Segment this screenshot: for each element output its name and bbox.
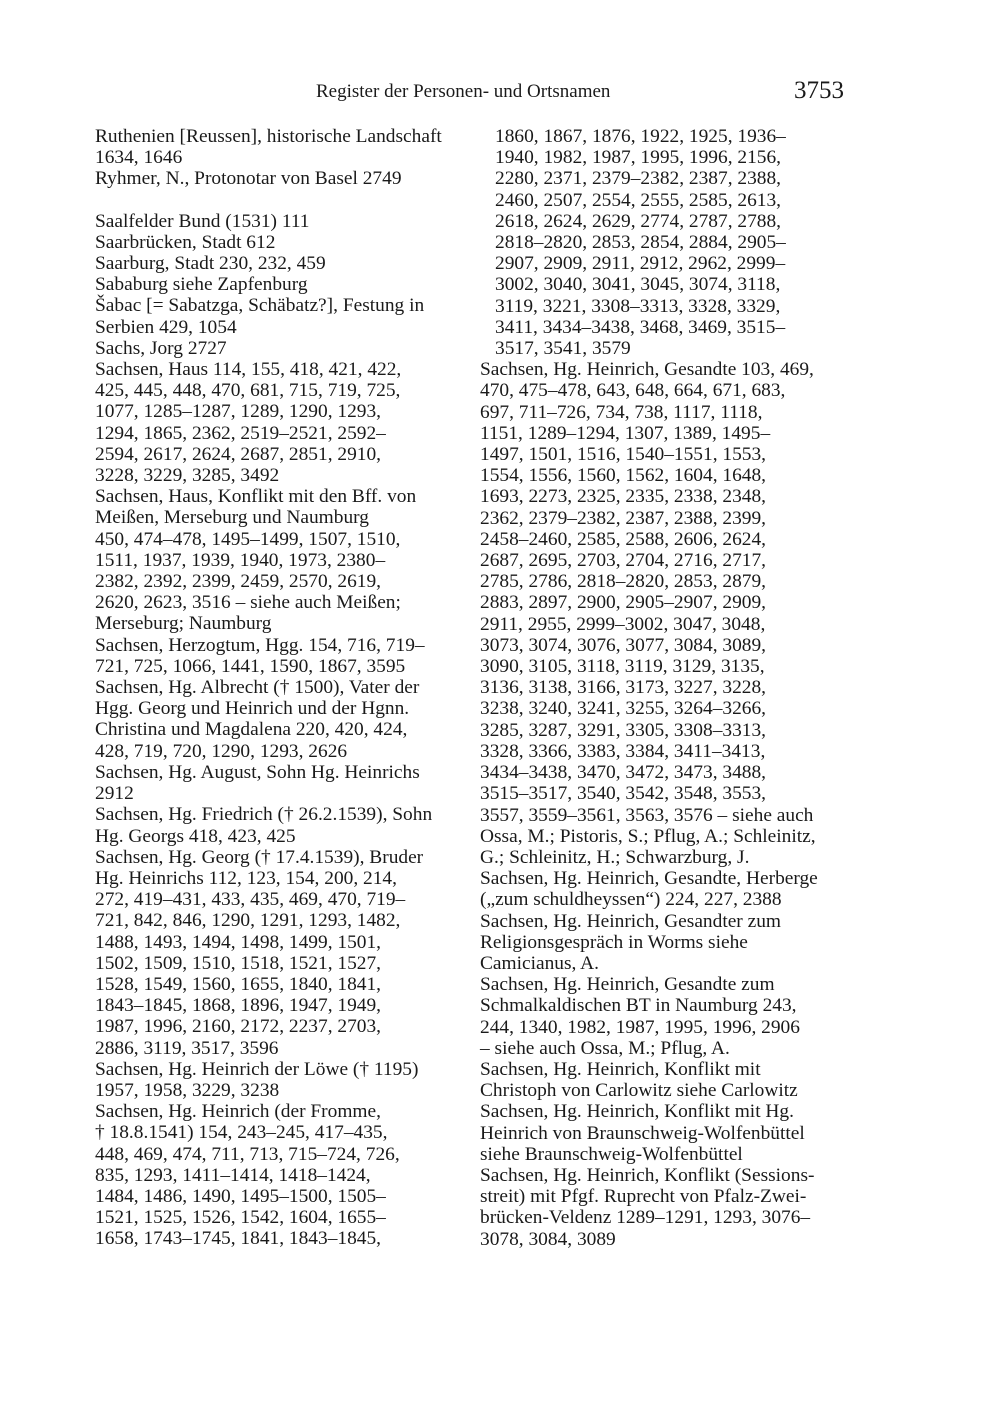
entry-line: 2362, 2379–2382, 2387, 2388, 2399,	[480, 507, 767, 529]
entry-line: 1497, 1501, 1516, 1540–1551, 1553,	[480, 444, 767, 466]
entry-line: Religionsgespräch in Worms siehe	[480, 931, 748, 953]
entry-line: 244, 1340, 1982, 1987, 1995, 1996, 2906	[480, 1016, 800, 1038]
entry-line: Sachsen, Hg. Heinrich (der Fromme,	[95, 1101, 381, 1123]
entry-line: 1554, 1556, 1560, 1562, 1604, 1648,	[480, 465, 767, 487]
entry-line: 2594, 2617, 2624, 2687, 2851, 2910,	[95, 443, 382, 465]
entry-line: Hg. Heinrichs 112, 123, 154, 200, 214,	[95, 867, 397, 889]
entry-line: Saarburg, Stadt 230, 232, 459	[95, 253, 326, 275]
entry-line: Sababurg siehe Zapfenburg	[95, 274, 308, 296]
entry-line: Heinrich von Braunschweig-Wolfenbüttel	[480, 1122, 805, 1144]
entry-line: 835, 1293, 1411–1414, 1418–1424,	[95, 1164, 371, 1186]
entry-line: 3238, 3240, 3241, 3255, 3264–3266,	[480, 698, 767, 720]
entry-line: 1521, 1525, 1526, 1542, 1604, 1655–	[95, 1207, 386, 1229]
index-column-right	[480, 126, 855, 1250]
entry-line: 1077, 1285–1287, 1289, 1290, 1293,	[95, 401, 382, 423]
entry-line: 448, 469, 474, 711, 713, 715–724, 726,	[95, 1143, 400, 1165]
entry-line: Sachs, Jorg 2727	[95, 337, 227, 359]
entry-line: Sachsen, Hg. Friedrich († 26.2.1539), Sohn	[95, 804, 433, 826]
entry-line: 2911, 2955, 2999–3002, 3047, 3048,	[480, 613, 766, 635]
entry-line: 425, 445, 448, 470, 681, 715, 719, 725,	[95, 380, 401, 402]
index-entry	[95, 338, 470, 359]
entry-line: 1957, 1958, 3229, 3238	[95, 1079, 280, 1101]
entry-line: Serbien 429, 1054	[95, 316, 237, 338]
entry-line: 3517, 3541, 3579	[495, 338, 631, 360]
index-entry	[95, 847, 470, 1059]
entry-line: 697, 711–726, 734, 738, 1117, 1118,	[480, 401, 763, 423]
entry-line: 2618, 2624, 2629, 2774, 2787, 2788,	[495, 210, 782, 232]
index-entry	[480, 1165, 855, 1250]
index-entry	[480, 1059, 855, 1101]
index-entry	[95, 126, 470, 168]
entry-line: Hg. Georgs 418, 423, 425	[95, 825, 296, 847]
entry-line: 2886, 3119, 3517, 3596	[95, 1037, 279, 1059]
entry-line: 2382, 2392, 2399, 2459, 2570, 2619,	[95, 571, 382, 593]
entry-line: 2818–2820, 2853, 2854, 2884, 2905–	[495, 232, 786, 254]
entry-line: – siehe auch Ossa, M.; Pflug, A.	[480, 1037, 730, 1059]
entry-line: Sachsen, Hg. Heinrich, Gesandte zum	[480, 974, 775, 996]
entry-line: 2912	[95, 783, 134, 805]
entry-line: Merseburg; Naumburg	[95, 613, 272, 635]
entry-line: Ryhmer, N., Protonotar von Basel 2749	[95, 168, 402, 190]
index-entry	[95, 232, 470, 253]
index-entry	[95, 635, 470, 677]
index-entry	[95, 1059, 470, 1101]
letter-group-gap	[95, 190, 470, 211]
entry-line: Sachsen, Hg. August, Sohn Hg. Heinrichs	[95, 761, 420, 783]
entry-line: Saarbrücken, Stadt 612	[95, 231, 276, 253]
index-entry	[480, 1101, 855, 1165]
entry-line: Hgg. Georg und Heinrich und der Hgnn.	[95, 698, 410, 720]
entry-line: Schmalkaldischen BT in Naumburg 243,	[480, 995, 797, 1017]
entry-line: 721, 725, 1066, 1441, 1590, 1867, 3595	[95, 655, 406, 677]
entry-line: 1502, 1509, 1510, 1518, 1521, 1527,	[95, 952, 382, 974]
entry-line: Ossa, M.; Pistoris, S.; Pflug, A.; Schleinitz,	[480, 825, 816, 847]
entry-line: Sachsen, Hg. Heinrich, Gesandter zum	[480, 910, 781, 932]
entry-line: Christina und Magdalena 220, 420, 424,	[95, 719, 408, 741]
entry-line: 1843–1845, 1868, 1896, 1947, 1949,	[95, 995, 382, 1017]
entry-line: Ruthenien [Reussen], historische Landschaft	[95, 126, 442, 147]
entry-line: 3228, 3229, 3285, 3492	[95, 465, 280, 487]
index-entry	[95, 677, 470, 762]
entry-line: 1634, 1646	[95, 147, 183, 169]
entry-line: 2460, 2507, 2554, 2555, 2585, 2613,	[495, 189, 782, 211]
entry-line: 1528, 1549, 1560, 1655, 1840, 1841,	[95, 973, 382, 995]
index-entry-continuation	[480, 126, 855, 359]
running-title: Register der Personen- und Ortsnamen	[316, 81, 611, 102]
entry-line: 3434–3438, 3470, 3472, 3473, 3488,	[480, 762, 767, 784]
entry-line: 1693, 2273, 2325, 2335, 2338, 2348,	[480, 486, 767, 508]
index-entry	[95, 359, 470, 486]
entry-line: 3078, 3084, 3089	[480, 1228, 616, 1250]
entry-line: 2458–2460, 2585, 2588, 2606, 2624,	[480, 528, 767, 550]
page-number: 3753	[794, 77, 844, 104]
entry-line: Sachsen, Hg. Heinrich, Konflikt mit	[480, 1058, 761, 1080]
index-entry	[95, 295, 470, 337]
index-entry	[480, 974, 855, 1059]
entry-line: Christoph von Carlowitz siehe Carlowitz	[480, 1080, 798, 1102]
entry-line: 2687, 2695, 2703, 2704, 2716, 2717,	[480, 550, 767, 572]
entry-line: 2907, 2909, 2911, 2912, 2962, 2999–	[495, 253, 786, 275]
entry-line: 470, 475–478, 643, 648, 664, 671, 683,	[480, 380, 786, 402]
index-entry	[95, 253, 470, 274]
entry-line: siehe Braunschweig-Wolfenbüttel	[480, 1143, 743, 1165]
entry-line: G.; Schleinitz, H.; Schwarzburg, J.	[480, 846, 750, 868]
index-entry	[95, 1101, 470, 1249]
entry-line: 3285, 3287, 3291, 3305, 3308–3313,	[480, 719, 767, 741]
entry-line: 3515–3517, 3540, 3542, 3548, 3553,	[480, 783, 767, 805]
index-entry	[95, 486, 470, 634]
index-entry	[480, 911, 855, 975]
entry-line: Sachsen, Herzogtum, Hgg. 154, 716, 719–	[95, 634, 425, 656]
entry-line: Sachsen, Hg. Albrecht († 1500), Vater der	[95, 677, 420, 699]
entry-line: 3090, 3105, 3118, 3119, 3129, 3135,	[480, 656, 765, 678]
entry-line: 1987, 1996, 2160, 2172, 2237, 2703,	[95, 1016, 382, 1038]
entry-line: Meißen, Merseburg und Naumburg	[95, 507, 369, 529]
entry-line: 272, 419–431, 433, 435, 469, 470, 719–	[95, 889, 406, 911]
entry-line: 1484, 1486, 1490, 1495–1500, 1505–	[95, 1185, 386, 1207]
entry-line: † 18.8.1541) 154, 243–245, 417–435,	[95, 1122, 388, 1144]
entry-line: Sachsen, Hg. Heinrich der Löwe († 1195)	[95, 1058, 419, 1080]
entry-line: brücken-Veldenz 1289–1291, 1293, 3076–	[480, 1207, 811, 1229]
index-entry	[480, 359, 855, 868]
index-entry	[95, 211, 470, 232]
entry-line: 1294, 1865, 2362, 2519–2521, 2592–	[95, 422, 386, 444]
entry-line: Sachsen, Hg. Heinrich, Gesandte 103, 469,	[480, 359, 814, 381]
entry-line: 1860, 1867, 1876, 1922, 1925, 1936–	[495, 126, 786, 147]
entry-line: 3411, 3434–3438, 3468, 3469, 3515–	[495, 316, 786, 338]
entry-line: 2883, 2897, 2900, 2905–2907, 2909,	[480, 592, 767, 614]
entry-line: 3136, 3138, 3166, 3173, 3227, 3228,	[480, 677, 767, 699]
entry-line: streit) mit Pfgf. Ruprecht von Pfalz-Zwei-	[480, 1186, 807, 1208]
entry-line: 2620, 2623, 3516 – siehe auch Meißen;	[95, 592, 401, 614]
entry-line: Sachsen, Hg. Heinrich, Konflikt mit Hg.	[480, 1101, 794, 1123]
index-entry	[95, 274, 470, 295]
entry-line: 3119, 3221, 3308–3313, 3328, 3329,	[495, 295, 781, 317]
index-entry	[95, 762, 470, 804]
entry-line: Saalfelder Bund (1531) 111	[95, 210, 310, 232]
entry-line: („zum schuldheyssen“) 224, 227, 2388	[480, 889, 782, 911]
index-entry	[480, 868, 855, 910]
entry-line: Sachsen, Hg. Georg († 17.4.1539), Bruder	[95, 846, 424, 868]
entry-line: 1511, 1937, 1939, 1940, 1973, 2380–	[95, 549, 386, 571]
index-column-left	[95, 126, 470, 1250]
entry-line: 2280, 2371, 2379–2382, 2387, 2388,	[495, 168, 782, 190]
entry-line: Camicianus, A.	[480, 952, 600, 974]
entry-line: 428, 719, 720, 1290, 1293, 2626	[95, 740, 348, 762]
entry-line: 721, 842, 846, 1290, 1291, 1293, 1482,	[95, 910, 401, 932]
index-entry	[95, 804, 470, 846]
entry-line: 3557, 3559–3561, 3563, 3576 – siehe auch	[480, 804, 814, 826]
entry-line: 1658, 1743–1745, 1841, 1843–1845,	[95, 1228, 382, 1250]
entry-line: 450, 474–478, 1495–1499, 1507, 1510,	[95, 528, 401, 550]
entry-line: 1488, 1493, 1494, 1498, 1499, 1501,	[95, 931, 382, 953]
entry-line: Šabac [= Sabatzga, Schäbatz?], Festung in	[95, 295, 425, 317]
entry-line: Sachsen, Hg. Heinrich, Konflikt (Sessions-	[480, 1164, 815, 1186]
entry-line: 2785, 2786, 2818–2820, 2853, 2879,	[480, 571, 767, 593]
entry-line: 3002, 3040, 3041, 3045, 3074, 3118,	[495, 274, 781, 296]
entry-line: 3328, 3366, 3383, 3384, 3411–3413,	[480, 740, 766, 762]
entry-line: Sachsen, Haus 114, 155, 418, 421, 422,	[95, 359, 402, 381]
entry-line: 3073, 3074, 3076, 3077, 3084, 3089,	[480, 634, 767, 656]
entry-line: 1151, 1289–1294, 1307, 1389, 1495–	[480, 422, 771, 444]
entry-line: Sachsen, Haus, Konflikt mit den Bff. von	[95, 486, 417, 508]
entry-line: Sachsen, Hg. Heinrich, Gesandte, Herberge	[480, 868, 818, 890]
index-entry	[95, 168, 470, 189]
entry-line: 1940, 1982, 1987, 1995, 1996, 2156,	[495, 147, 782, 169]
